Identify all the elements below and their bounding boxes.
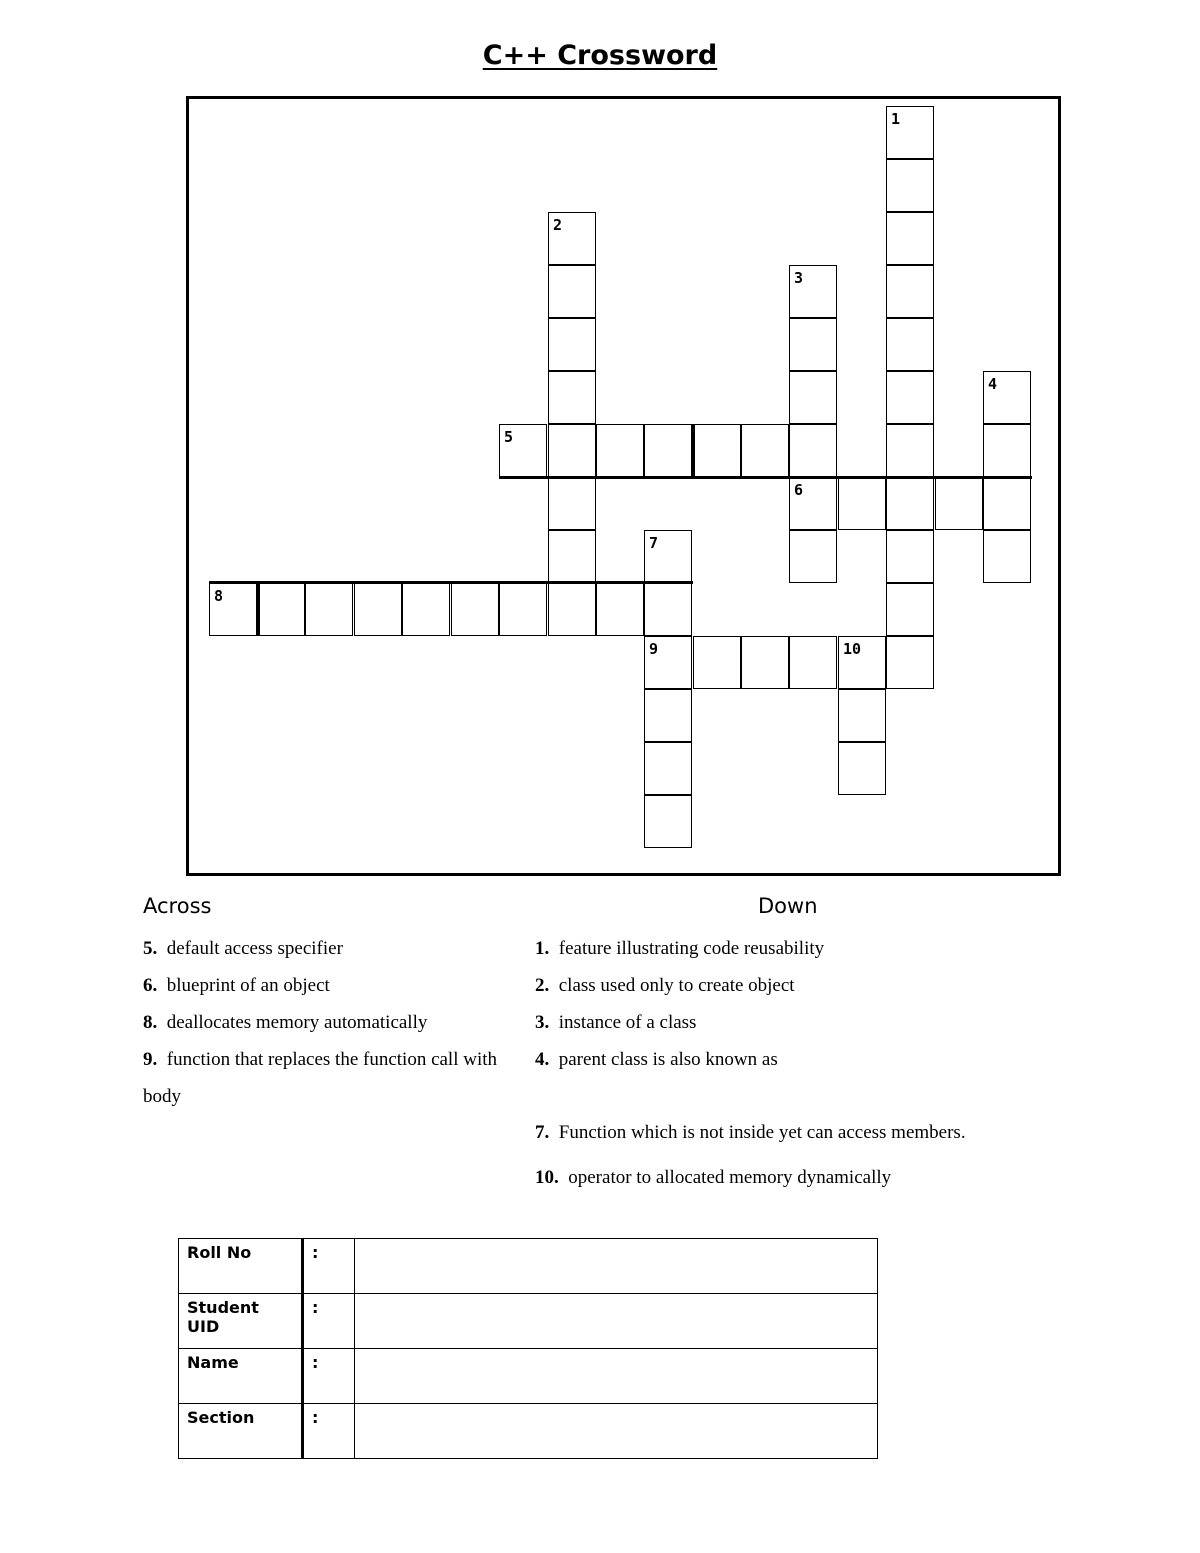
crossword-cell[interactable] [789, 265, 837, 318]
crossword-cell[interactable] [644, 636, 692, 689]
crossword-cell[interactable] [886, 318, 934, 371]
crossword-cell[interactable] [838, 689, 886, 742]
roll-no-field[interactable] [355, 1239, 878, 1294]
grid-divider [692, 424, 695, 477]
crossword-cell[interactable] [596, 424, 644, 477]
page-title: C++ Crossword [482, 40, 718, 71]
down-clue: 7. Function which is not inside yet can access members. [535, 1122, 966, 1143]
crossword-cell[interactable] [209, 583, 257, 636]
student-uid-field[interactable] [355, 1294, 878, 1349]
crossword-cell[interactable] [548, 477, 596, 530]
crossword-cell[interactable] [499, 583, 547, 636]
clue-number: 6 [794, 481, 804, 499]
crossword-cell[interactable] [789, 636, 837, 689]
grid-divider [257, 583, 260, 636]
down-clue: 10. operator to allocated memory dynamically [535, 1167, 892, 1188]
crossword-cell[interactable] [789, 318, 837, 371]
table-row [179, 1294, 878, 1349]
down-heading: Down [758, 894, 818, 918]
crossword-cell[interactable] [886, 636, 934, 689]
colon: : [303, 1349, 355, 1404]
across-clue: 5. default access specifier [143, 938, 343, 959]
down-clue: 3. instance of a class [535, 1012, 697, 1033]
grid-divider [209, 581, 693, 584]
crossword-cell[interactable] [644, 424, 692, 477]
crossword-cell[interactable] [983, 530, 1031, 583]
crossword-cell[interactable] [305, 583, 353, 636]
crossword-cell[interactable] [354, 583, 402, 636]
crossword-cell[interactable] [644, 583, 692, 636]
crossword-cell[interactable] [983, 424, 1031, 477]
crossword-cell[interactable] [644, 795, 692, 848]
clue-number: 2 [553, 216, 563, 234]
crossword-cell[interactable] [741, 424, 789, 477]
crossword-cell[interactable] [789, 424, 837, 477]
table-row [179, 1404, 878, 1459]
crossword-cell[interactable] [644, 530, 692, 583]
crossword-cell[interactable] [838, 636, 886, 689]
crossword-cell[interactable] [983, 371, 1031, 424]
clue-number: 8 [214, 587, 224, 605]
crossword-cell[interactable] [548, 424, 596, 477]
crossword-cell[interactable] [644, 742, 692, 795]
crossword-cell[interactable] [548, 318, 596, 371]
crossword-cell[interactable] [838, 742, 886, 795]
crossword-cell[interactable] [838, 477, 886, 530]
crossword-cell[interactable] [548, 583, 596, 636]
colon: : [303, 1404, 355, 1459]
roll-no-label: Roll No [179, 1239, 303, 1294]
down-clue: 2. class used only to create object [535, 975, 795, 996]
crossword-cell[interactable] [257, 583, 305, 636]
down-clue: 4. parent class is also known as [535, 1049, 778, 1070]
crossword-cell[interactable] [596, 583, 644, 636]
crossword-cell[interactable] [693, 424, 741, 477]
clue-number: 4 [988, 375, 998, 393]
crossword-cell[interactable] [886, 159, 934, 212]
name-field[interactable] [355, 1349, 878, 1404]
clue-number: 9 [649, 640, 659, 658]
table-row [179, 1239, 878, 1294]
crossword-cell[interactable] [935, 477, 983, 530]
crossword-cell[interactable] [886, 424, 934, 477]
crossword-cell[interactable] [886, 106, 934, 159]
clue-number: 1 [891, 110, 901, 128]
crossword-cell[interactable] [886, 583, 934, 636]
section-label: Section [179, 1404, 303, 1459]
down-clue: 1. feature illustrating code reusability [535, 938, 825, 959]
crossword-cell[interactable] [886, 371, 934, 424]
colon: : [303, 1294, 355, 1349]
crossword-cell[interactable] [886, 212, 934, 265]
colon: : [303, 1239, 355, 1294]
crossword-cell[interactable] [789, 477, 837, 530]
name-label: Name [179, 1349, 303, 1404]
crossword-cell[interactable] [983, 477, 1031, 530]
clue-number: 5 [504, 428, 514, 446]
crossword-cell[interactable] [451, 583, 499, 636]
across-heading: Across [143, 894, 212, 918]
grid-divider [499, 476, 1032, 479]
crossword-cell[interactable] [789, 371, 837, 424]
crossword-cell[interactable] [548, 265, 596, 318]
crossword-cell[interactable] [886, 477, 934, 530]
crossword-cell[interactable] [548, 530, 596, 583]
table-row [179, 1349, 878, 1404]
crossword-cell[interactable] [741, 636, 789, 689]
crossword-cell[interactable] [548, 212, 596, 265]
crossword-cell[interactable] [644, 689, 692, 742]
crossword-cell[interactable] [886, 530, 934, 583]
crossword-cell[interactable] [402, 583, 450, 636]
student-info-table [178, 1238, 878, 1459]
crossword-cell[interactable] [548, 371, 596, 424]
student-uid-label: Student UID [179, 1294, 303, 1349]
clue-number: 10 [843, 640, 862, 658]
crossword-cell[interactable] [693, 636, 741, 689]
across-clue: 8. deallocates memory automatically [143, 1012, 428, 1033]
section-field[interactable] [355, 1404, 878, 1459]
crossword-cell[interactable] [789, 530, 837, 583]
clue-number: 3 [794, 269, 804, 287]
clue-number: 7 [649, 534, 659, 552]
crossword-cell[interactable] [499, 424, 547, 477]
crossword-cell[interactable] [886, 265, 934, 318]
across-clue: 9. function that replaces the function call with body [143, 1049, 498, 1107]
across-clue: 6. blueprint of an object [143, 975, 330, 996]
